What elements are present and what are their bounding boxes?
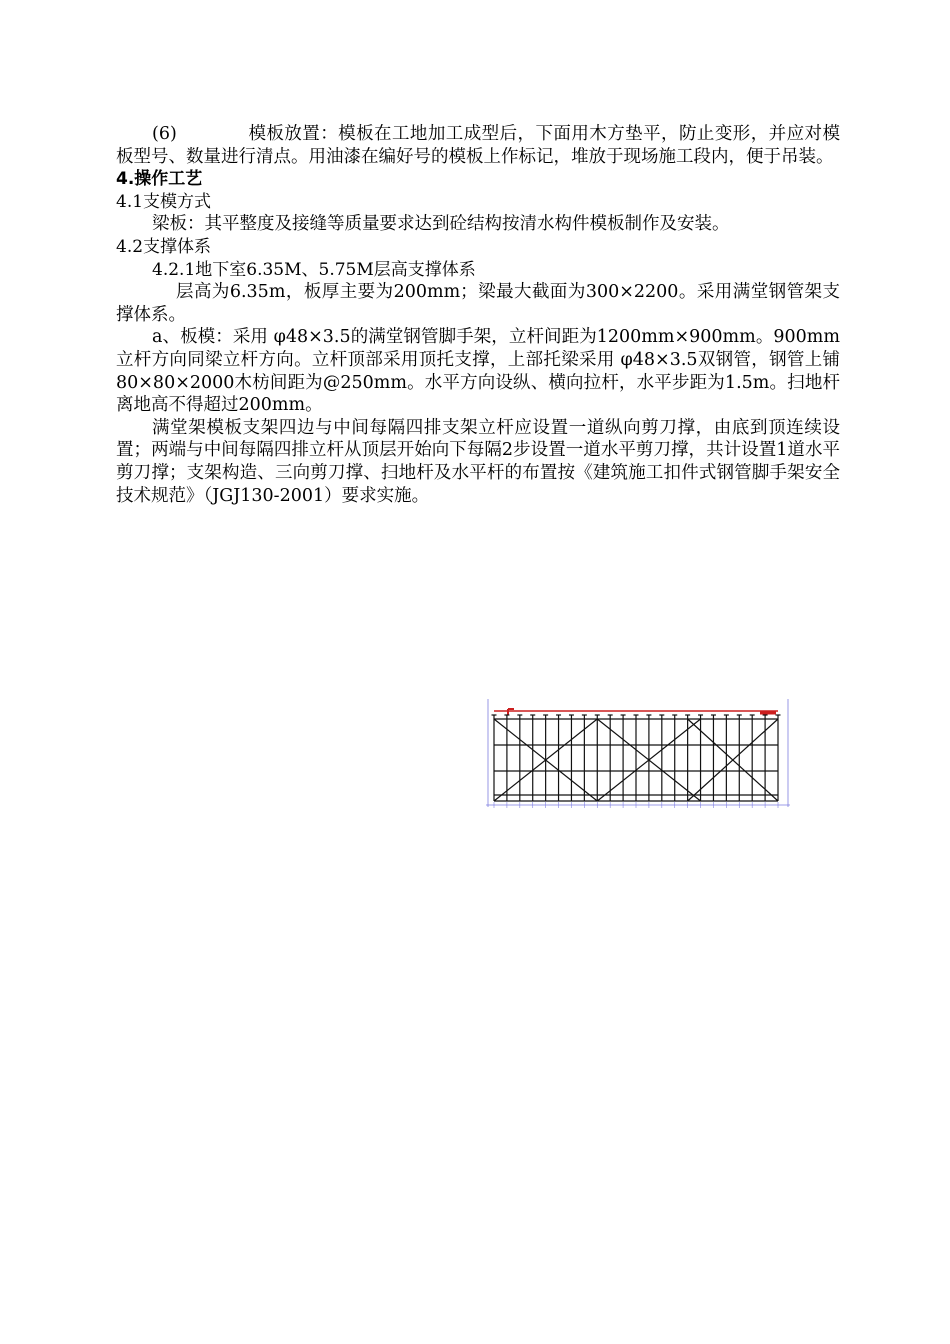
paragraph-formwork-placement xyxy=(116,123,840,168)
section-heading-4: 4.操作工艺 xyxy=(116,169,203,190)
section-heading-4-2: 4.2支撑体系 xyxy=(116,236,212,257)
section-heading-4-2-1: 4.2.1地下室6.35M、5.75M层高支撑体系 xyxy=(152,259,476,280)
paragraph-floor-height: 层高为6.35m，板厚主要为200mm；梁最大截面为300×2200。采用满堂钢管架支撑体系。 xyxy=(116,282,840,325)
paragraph-text: 模板放置：模板在工地加工成型后，下面用木方垫平，防止变形，并应对模板型号、数量进行清点。用油漆在编好号的模板上作标记，堆放于现场施工段内，便于吊装。 xyxy=(116,124,840,167)
section-heading-4-1: 4.1支模方式 xyxy=(116,191,212,212)
paragraph-scissor-bracing: 满堂架模板支架四边与中间每隔四排支架立杆应设置一道纵向剪刀撑，由底到顶连续设置；两端与中间每隔四排立杆从顶层开始向下每隔2步设置一道水平剪刀撑，共计设置1道水平剪刀撑；支架构造、三向剪刀撑、扫地杆及水平杆的布置按《建筑施工扣件式钢管脚手架安全技术规范》（JGJ130-2001）要求实施。 xyxy=(116,417,840,506)
paragraph-slab-formwork: a、板模：采用 φ48×3.5的满堂钢管脚手架，立杆间距为1200mm×900mm。900mm立杆方向同梁立杆方向。立杆顶部采用顶托支撑，上部托梁采用 φ48×3.5双钢管，钢管上铺80×80×2000木枋间距为@250mm。水平方向设纵、横向拉杆，水平步距为1.5m。扫地杆离地高不得超过200mm。 xyxy=(116,327,840,416)
item-number: (6) xyxy=(152,124,177,144)
document-body xyxy=(116,123,840,507)
scaffold-elevation-drawing xyxy=(484,695,796,811)
paragraph-beam-slab: 梁板：其平整度及接缝等质量要求达到砼结构按清水构件模板制作及安装。 xyxy=(152,214,730,235)
scaffold-svg xyxy=(484,695,796,811)
